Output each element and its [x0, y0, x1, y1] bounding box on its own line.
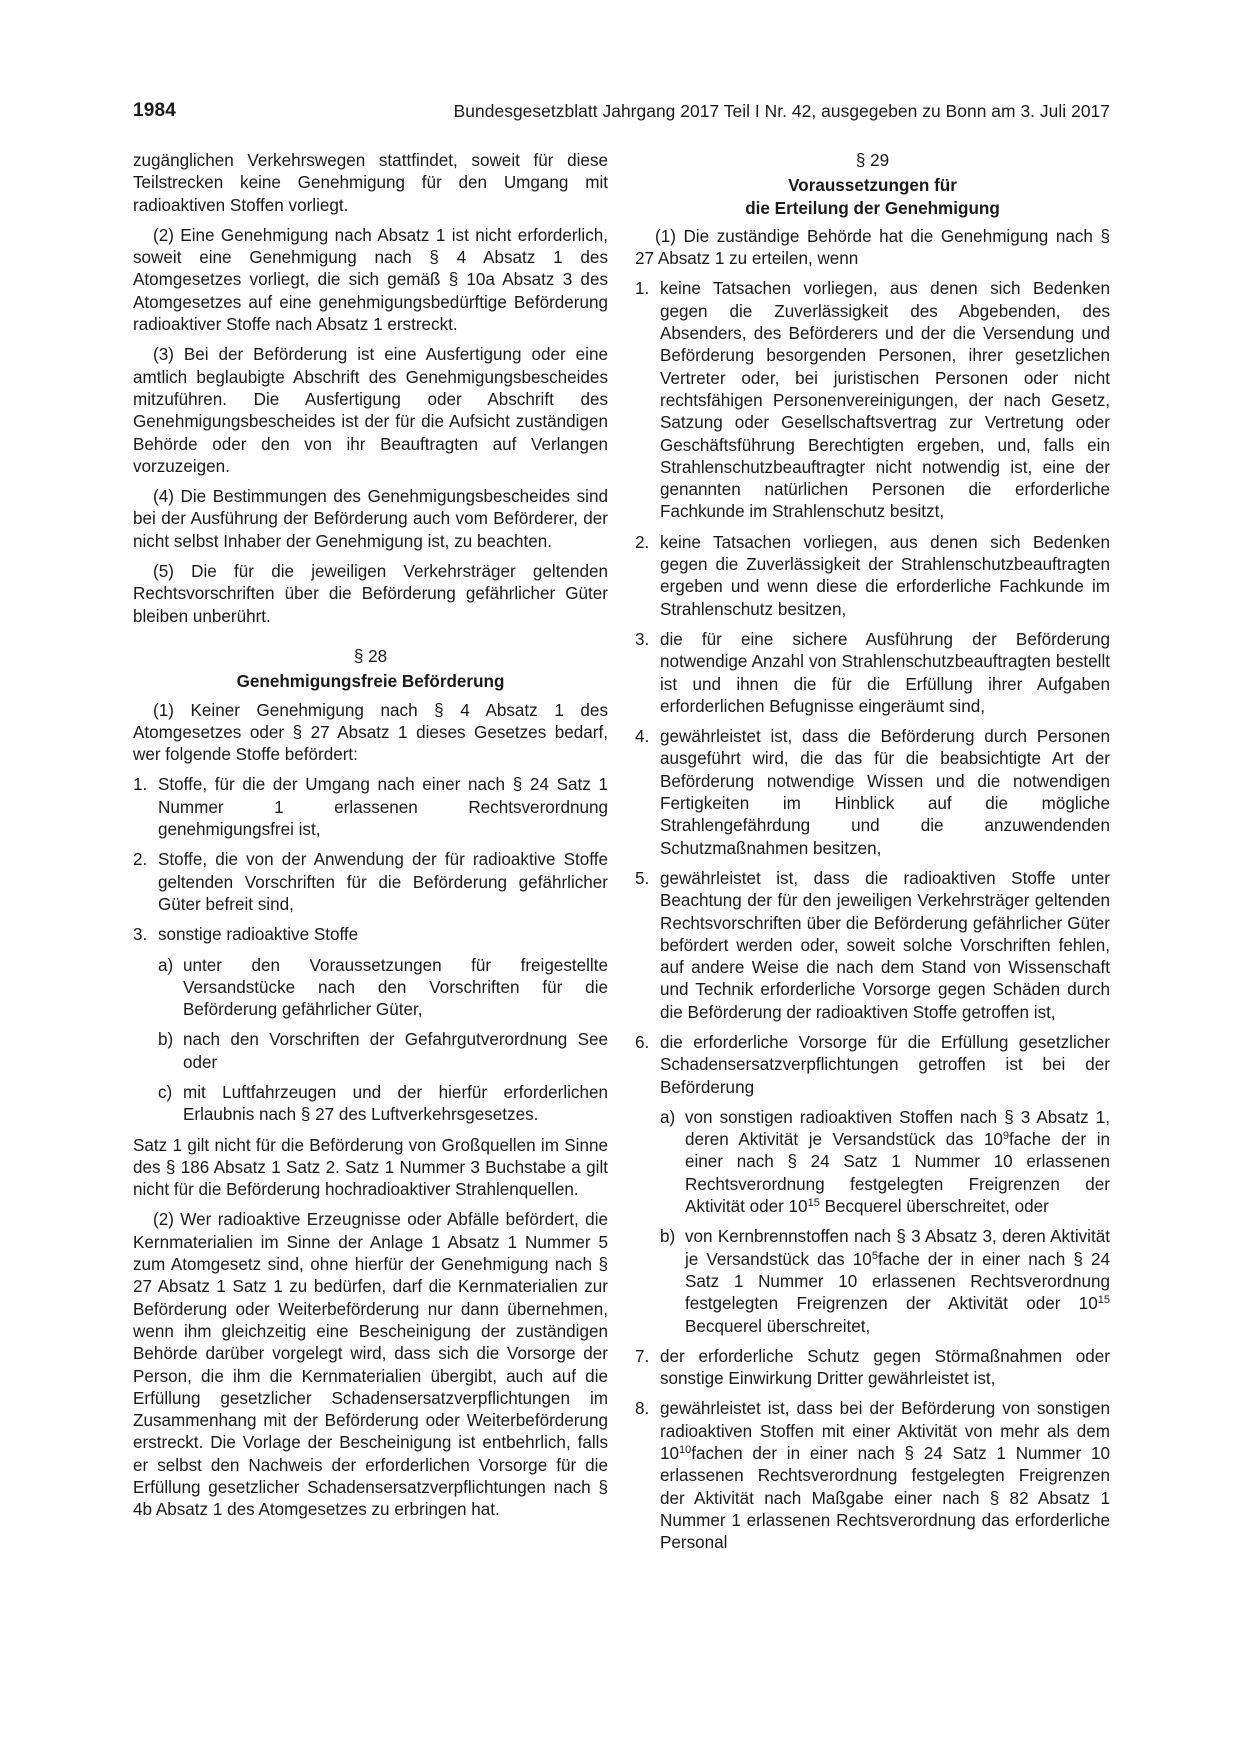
exponent: 5 — [871, 1249, 878, 1262]
sub-item-text: mit Luftfahrzeugen und der hierfür erforderlichen Erlaubnis nach § 27 des Luftverkehrsgesetzes. — [183, 1082, 608, 1125]
paragraph: (2) Eine Genehmigung nach Absatz 1 ist nicht erforderlich, soweit eine Genehmigung nach § 4 Absatz 1 des Atomgesetzes vorliegt, die sich gemäß § 10a Absatz 3 des Atomgesetzes auf eine genehmigungsbedürftige Beförderung radioaktiver Stoffe nach Absatz 1 erstreckt. — [133, 225, 608, 335]
page-header — [133, 100, 1110, 130]
sub-item — [158, 1082, 608, 1127]
item-text: die erforderliche Vorsorge für die Erfüllung gesetzlicher Schadensersatzverpflichtungen getroffen ist bei der Beförderung — [660, 1032, 1110, 1097]
item-number: 1. — [133, 775, 148, 795]
sub-item-letter: c) — [158, 1082, 173, 1102]
sub-item-letter: b) — [660, 1227, 676, 1247]
left-column — [133, 150, 608, 1530]
sub-item — [660, 1226, 1110, 1337]
paragraph: (1) Keiner Genehmigung nach § 4 Absatz 1 des Atomgesetzes oder § 27 Absatz 1 dieses Gesetzes bedarf, wer folgende Stoffe befördert: — [133, 700, 608, 765]
section-number: § 29 — [855, 151, 890, 170]
sub-item — [158, 1029, 608, 1074]
item-number: 3. — [133, 925, 148, 945]
sub-item-text: nach den Vorschriften der Gefahrgutverordnung See oder — [183, 1030, 608, 1072]
item-text: die für eine sichere Ausführung der Beförderung notwendige Anzahl von Strahlenschutzbeauftragten bestellt ist und ihnen die für die Erfüllung ihrer Aufgaben erforderlichen Befugnisse eingeräumt sind, — [660, 629, 1110, 716]
paragraph: (2) Wer radioaktive Erzeugnisse oder Abfälle befördert, die Kernmaterialien im Sinne der Anlage 1 Absatz 1 Nummer 5 zum Atomgesetz sind, ohne hierfür der Genehmigung nach § 27 Absatz 1 Satz 1 zu bedürfen, darf die Kernmaterialien zur Beförderung oder Weiterbeförderung nur dann übernehmen, wenn ihm gleichzeitig eine Bescheinigung der zuständigen Behörde darüber vorgelegt wird, dass sich die Vorsorge der Person, die ihm die Kernmaterialien übergibt, auch auf die Erfüllung gesetzlicher Schadensersatzverpflichtungen im Zusammenhang mit der Beförderung oder Weiterbeförderung erstreckt. Die Vorlage der Bescheinigung ist entbehrlich, falls er selbst den Nachweis der erforderlichen Vorsorge für die Erfüllung gesetzlicher Schadensersatzverpflichtungen nach § 4b Absatz 1 des Atomgesetzes zu erbringen hat. — [133, 1210, 608, 1520]
paragraph: zugänglichen Verkehrswegen stattfindet, soweit für diese Teilstrecken keine Genehmigung für den Umgang mit radioaktiven Stoffen vorliegt. — [133, 151, 608, 215]
exponent: 9 — [1002, 1130, 1010, 1143]
item-number: 2. — [635, 532, 650, 552]
right-column — [635, 150, 1110, 1563]
paragraph: (3) Bei der Beförderung ist eine Ausfertigung oder eine amtlich beglaubigte Abschrift des Genehmigungsbescheides mitzuführen. Die Ausfertigung oder Abschrift des Genehmigungsbescheides ist der für die Aufsicht zuständigen Behörde oder den von ihr Beauftragten auf Verlangen vorzuzeigen. — [133, 345, 608, 476]
list-item — [635, 726, 1110, 860]
item-text: gewährleistet ist, dass die Beförderung durch Personen ausgeführt wird, die das für die beabsichtigte Art der Beförderung notwendige Wissen und die notwendigen Fertigkeiten im Hinblick auf die mögliche Strahlengefährdung und die anzuwendenden Schutzmaßnahmen besitzen, — [660, 727, 1110, 858]
sub-item-letter: a) — [660, 1107, 676, 1127]
section-number: § 28 — [353, 646, 388, 666]
item-number: 7. — [635, 1346, 650, 1366]
item-text: keine Tatsachen vorliegen, aus denen sich Bedenken gegen die Zuverlässigkeit des Abgebenden, des Absenders, des Beförderers und der die Versendung und Beförderung besorgenden Personen, ihrer gesetzlichen Vertreter oder, bei juristischen Personen oder nicht rechtsfähigen Personenvereinigungen, der nach Gesetz, Satzung oder Gesellschaftsvertrag zur Vertretung oder Geschäftsführung Berechtigten ergeben, und, falls ein Strahlenschutzbeauftragter nicht notwendig ist, eine der genannten natürlichen Personen die erforderliche Fachkunde im Strahlenschutz besitzt, — [660, 279, 1110, 522]
item-text: Stoffe, für die der Umgang nach einer nach § 24 Satz 1 Nummer 1 erlassenen Rechtsverordnung genehmigungsfrei ist, — [158, 775, 608, 840]
item-number: 5. — [635, 868, 650, 888]
paragraph: (1) Die zuständige Behörde hat die Genehmigung nach § 27 Absatz 1 zu erteilen, wenn — [635, 226, 1110, 269]
list-item — [635, 629, 1110, 718]
item-text: Stoffe, die von der Anwendung der für radioaktive Stoffe geltenden Vorschriften für die Beförderung gefährlicher Güter befreit sind, — [158, 850, 608, 914]
item-number: 6. — [635, 1032, 650, 1052]
list-item — [635, 1032, 1110, 1338]
sub-item-text: unter den Voraussetzungen für freigestellte Versandstücke nach den Vorschriften für die Beförderung gefährlicher Güter, — [183, 955, 608, 1020]
list-item — [133, 849, 608, 916]
sub-item — [158, 955, 608, 1022]
list-item — [635, 532, 1110, 621]
item-number: 4. — [635, 727, 650, 747]
sub-item-text: von sonstigen radioaktiven Stoffen nach § 3 Absatz 1, deren Aktivität je Versandstück das $10^9fache$ der in einer nach § 24 Satz 1 Nummer 10 erlassenen Rechtsverordnung festgelegten Freigrenzen der Aktivität oder $10^{15}$ Becquerel überschreitet, oder — [685, 1107, 1110, 1217]
list-item — [635, 868, 1110, 1024]
list-item — [133, 924, 608, 1126]
item-number: 8. — [635, 1399, 650, 1419]
paragraph: (5) Die für die jeweiligen Verkehrsträger geltenden Rechtsvorschriften über die Beförderung gefährlicher Güter bleiben unberührt. — [133, 562, 608, 626]
item-number: 1. — [635, 279, 650, 299]
sub-item-text: von Kernbrennstoffen nach § 3 Absatz 3, deren Aktivität je Versandstück das $10^5fache$ der in einer nach § 24 Satz 1 Nummer 10 erlassenen Rechtsverordnung festgelegten Freigrenzen der Aktivität oder $10^{15}$ Becquerel überschreitet, — [685, 1227, 1111, 1336]
page-number: 1984 — [133, 100, 177, 121]
item-text: keine Tatsachen vorliegen, aus denen sich Bedenken gegen die Zuverlässigkeit der Strahlenschutzbeauftragten ergeben und wenn diese die erforderliche Fachkunde im Strahlenschutz besitzen, — [660, 532, 1110, 619]
item-text: gewährleistet ist, dass bei der Beförderung von sonstigen radioaktiven Stoffen mit einer Aktivität von mehr als dem $10^{10}fachen$ der in einer nach § 24 Satz 1 Nummer 10 erlassenen Rechtsverordnung festgelegten Freigrenzen der Aktivität nach Maßgabe einer nach § 82 Absatz 1 Nummer 1 erlassenen Rechtsverordnung das erforderliche Personal — [660, 1399, 1110, 1553]
exponent: 15 — [1097, 1294, 1110, 1307]
list-item — [635, 278, 1110, 523]
item-text: sonstige radioaktive Stoffe — [158, 925, 359, 945]
sub-list — [158, 955, 608, 1127]
list-item — [635, 1398, 1110, 1554]
sub-item-letter: b) — [158, 1030, 174, 1050]
item-text: gewährleistet ist, dass die radioaktiven Stoffe unter Beachtung der für den jeweiligen Verkehrsträger geltenden Rechtsvorschriften über die Beförderung gefährlicher Güter befördert werden oder, soweit solche Vorschriften fehlen, auf andere Weise die nach dem Stand von Wissenschaft und Technik erforderliche Vorsorge gegen Schäden durch die Beförderung der radioaktiven Stoffe getroffen ist, — [660, 868, 1110, 1022]
section-title-line-1: Voraussetzungen für — [788, 176, 957, 196]
sub-list — [660, 1107, 1110, 1338]
enumerated-list — [133, 774, 608, 1126]
sub-item-letter: a) — [158, 955, 174, 975]
exponent: 10 — [679, 1444, 692, 1457]
section-title: Genehmigungsfreie Beförderung — [236, 672, 505, 692]
sub-item — [660, 1107, 1110, 1218]
paragraph: (4) Die Bestimmungen des Genehmigungsbescheides sind bei der Ausführung der Beförderung auch vom Beförderer, der nicht selbst Inhaber der Genehmigung ist, zu beachten. — [133, 487, 608, 551]
item-text: der erforderliche Schutz gegen Störmaßnahmen oder sonstige Einwirkung Dritter gewährleistet ist, — [660, 1346, 1110, 1389]
item-number: 2. — [133, 850, 148, 870]
list-item — [133, 774, 608, 841]
enumerated-list — [635, 278, 1110, 1554]
item-number: 3. — [635, 629, 650, 649]
paragraph: Satz 1 gilt nicht für die Beförderung von Großquellen im Sinne des § 186 Absatz 1 Satz 2. Satz 1 Nummer 3 Buchstabe a gilt nicht für die Beförderung hochradioaktiver Strahlenquellen. — [133, 1135, 608, 1200]
exponent: 15 — [807, 1197, 820, 1210]
running-title: Bundesgesetzblatt Jahrgang 2017 Teil I Nr. 42, ausgegeben zu Bonn am 3. Juli 2017 — [453, 101, 1110, 121]
section-title-line-2: die Erteilung der Genehmigung — [745, 198, 1000, 218]
list-item — [635, 1346, 1110, 1391]
